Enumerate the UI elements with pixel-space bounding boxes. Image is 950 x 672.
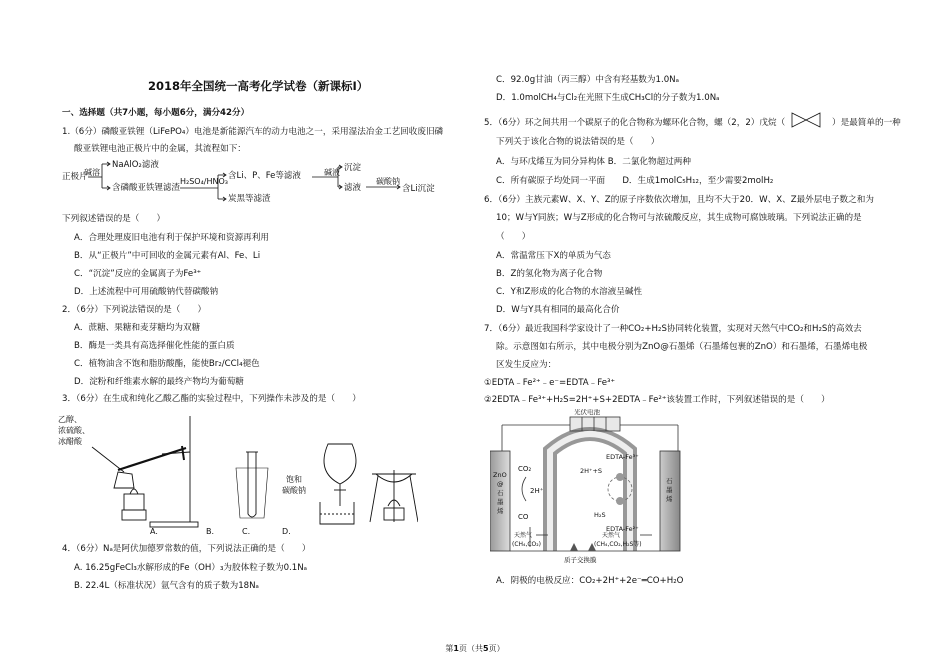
gas-left-2: (CH₄,CO₂) xyxy=(512,541,542,548)
q6-option-d: D．W与Y具有相同的最高化合价 xyxy=(496,305,620,315)
q2-option-b: B．酶是一类具有高选择催化性能的蛋白质 xyxy=(74,341,235,351)
h2s-label: H₂S xyxy=(594,511,606,519)
h-s-label: 2H⁺+S xyxy=(580,467,603,475)
q2-option-a: A．蔗糖、果糖和麦芽糖均为双糖 xyxy=(74,323,201,333)
q7-equation-2: ②2EDTA﹣Fe³⁺+H₂S=2H⁺+S+2EDTA﹣Fe²⁺该装置工作时，下列叙述错误的是（ ） xyxy=(484,395,830,405)
reagent-label-1: 乙醇、 xyxy=(58,415,82,424)
solar-label: 光伏电池 xyxy=(574,409,600,416)
flow-li: 含Li沉淀 xyxy=(402,184,435,194)
q2-option-d: D．淀粉和纤维素水解的最终产物均为葡萄糖 xyxy=(74,377,244,387)
q4-option-c: C．92.0g甘油（丙三醇）中含有羟基数为1.0Nₐ xyxy=(496,75,679,85)
flow-precip: 沉淀 xyxy=(344,163,362,173)
le-1: ZnO xyxy=(493,471,507,479)
le-3: 石 xyxy=(497,489,504,497)
footer-page: 1 xyxy=(453,644,459,653)
choice-d: D. xyxy=(282,527,291,536)
choice-b: B. xyxy=(206,527,215,536)
footer-prefix: 第 xyxy=(445,644,454,653)
le-4: 墨 xyxy=(497,498,504,506)
choice-c: C. xyxy=(242,527,251,536)
q5-options-line2: C．所有碳原子均处同一平面 D．生成1molC₅H₁₂，至少需要2molH₂ xyxy=(496,176,774,186)
q3-stem: 3．（6分）在生成和纯化乙酸乙酯的实验过程中，下列操作未涉及的是（ ） xyxy=(62,394,361,404)
q6-stem-line3: （ ） xyxy=(496,232,531,242)
flow-alkali2: 碱液 xyxy=(324,168,340,177)
q7-option-a: A．阴极的电极反应：CO₂+2H⁺+2e⁻═CO+H₂O xyxy=(496,576,684,586)
q7-stem-line3: 区发生反应为： xyxy=(496,360,557,370)
footer-suffix: 页（共 xyxy=(459,644,483,653)
q1-flowchart xyxy=(62,157,462,205)
q2-option-c: C．植物油含不饱和脂肪酸酯，能使Br₂/CCl₄褪色 xyxy=(74,359,260,369)
co2-label: CO₂ xyxy=(518,465,532,473)
re-1: 石 xyxy=(666,477,673,485)
q6-stem-line1: 6．（6分）主族元素W、X、Y、Z的原子序数依次增加，且均不大于20．W、X、Z最外层电子数之和为 xyxy=(484,195,874,205)
le-5: 烯 xyxy=(497,507,504,515)
flow-alkali1: 碱溶 xyxy=(84,168,100,177)
q6-option-b: B．Z的氢化物为离子化合物 xyxy=(496,269,603,279)
spiro-pentane-structure xyxy=(788,111,824,129)
page-footer xyxy=(0,643,950,654)
reagent-label-3: 冰醋酸 xyxy=(58,437,82,446)
footer-total: 5 xyxy=(483,644,489,653)
q1-option-b: B．从“正极片”中可回收的金属元素有Al、Fe、Li xyxy=(74,251,261,261)
q4-option-a: A. 16.25gFeCl₃水解形成的Fe（OH）₃为胶体粒子数为0.1Nₐ xyxy=(74,563,308,573)
exam-title: 2018年全国统一高考化学试卷（新课标Ⅰ） xyxy=(148,79,369,93)
footer-end: 页） xyxy=(488,644,505,653)
flow-naalo2: NaAlO₂滤液 xyxy=(112,160,159,170)
re-2: 墨 xyxy=(666,486,673,494)
q5-stem-b: ）是最简单的一种 xyxy=(832,118,901,128)
membrane-label: 质子交换膜 xyxy=(564,556,597,564)
q1-ask: 下列叙述错误的是（ ） xyxy=(62,214,166,224)
re-3: 烯 xyxy=(666,495,673,503)
q7-equation-1: ①EDTA﹣Fe²⁺﹣e⁻=EDTA﹣Fe³⁺ xyxy=(484,378,616,388)
q7-stem-line2: 除。示意图如右所示，其中电极分别为ZnO@石墨烯（石墨烯包裹的ZnO）和石墨烯，石墨烯电极 xyxy=(496,342,868,352)
q6-option-c: C．Y和Z形成的化合物的水溶液呈碱性 xyxy=(496,287,643,297)
na2co3-label-2: 碳酸钠 xyxy=(282,486,306,495)
hplus-label: 2H⁺ xyxy=(530,487,544,495)
q5-stem-a: 5．（6分）环之间共用一个碳原子的化合物称为螺环化合物，螺（2，2）戊烷（ xyxy=(484,118,786,128)
gas-right-2: (CH₄,CO₂,H₂S等) xyxy=(594,541,642,548)
edta-fe2-label: EDTA-Fe²⁺ xyxy=(606,525,639,533)
q4-option-d: D．1.0molCH₄与Cl₂在光照下生成CH₃Cl的分子数为1.0Nₐ xyxy=(496,93,720,103)
flow-residue1: 含磷酸亚铁锂滤渣 xyxy=(112,183,181,193)
q3-apparatus xyxy=(58,410,418,538)
choice-a: A. xyxy=(150,527,158,536)
q5-stem-line2: 下列关于该化合物的说法错误的是（ ） xyxy=(496,137,660,147)
le-2: @ xyxy=(497,480,504,488)
q4-stem: 4．（6分）Nₐ是阿伏加德罗常数的值，下列说法正确的是（ ） xyxy=(62,544,311,554)
q6-stem-line2: 10；W与Y同族；W与Z形成的化合物可与浓硫酸反应，其生成物可腐蚀玻璃。下列说法正确的是 xyxy=(496,213,862,223)
q1-option-a: A．合理处理废旧电池有利于保护环境和资源再利用 xyxy=(74,233,269,243)
reagent-label-2: 浓硫酸、 xyxy=(58,426,90,435)
flow-acid: H₂SO₄/HNO₃ xyxy=(180,177,229,186)
flow-carbon: 炭黑等滤渣 xyxy=(228,194,271,204)
q4-option-b: B. 22.4L（标准状况）氩气含有的质子数为18Nₐ xyxy=(74,581,259,591)
edta-fe3-label: EDTA-Fe³⁺ xyxy=(606,453,639,461)
q1-stem-line1: 1.（6分）磷酸亚铁锂（LiFePO₄）电池是新能源汽车的动力电池之一，采用湿法冶金工艺回收废旧磷 xyxy=(62,127,444,137)
flow-filtrate3: 滤液 xyxy=(344,183,362,193)
section-heading: 一、选择题（共7小题，每小题6分，满分42分） xyxy=(62,108,250,118)
flow-na2co3: 碳酸钠 xyxy=(376,177,400,186)
gas-right-1: 天然气 xyxy=(602,532,621,539)
q5-options-line1: A．与环戊烯互为同分异构体 B．二氯化物超过两种 xyxy=(496,157,691,167)
q1-option-c: C．“沉淀”反应的金属离子为Fe³⁺ xyxy=(74,269,202,279)
q1-stem-line2: 酸亚铁锂电池正极片中的金属，其流程如下： xyxy=(74,144,246,154)
q7-stem-line1: 7．（6分）最近我国科学家设计了一种CO₂+H₂S协同转化装置，实现对天然气中CO₂和H₂S的高效去 xyxy=(484,324,862,334)
flow-start: 正极片 xyxy=(62,172,88,182)
q1-option-d: D．上述流程中可用硫酸钠代替碳酸钠 xyxy=(74,287,219,297)
flow-filtrate2: 含Li、P、Fe等滤液 xyxy=(228,171,301,181)
q2-stem: 2．（6分）下列说法错误的是（ ） xyxy=(62,305,207,315)
q7-electrolysis-diagram xyxy=(490,409,690,567)
na2co3-label-1: 饱和 xyxy=(286,475,302,484)
co-label: CO xyxy=(518,513,529,521)
gas-left-1: 天然气 xyxy=(514,532,533,539)
q6-option-a: A．常温常压下X的单质为气态 xyxy=(496,251,611,261)
